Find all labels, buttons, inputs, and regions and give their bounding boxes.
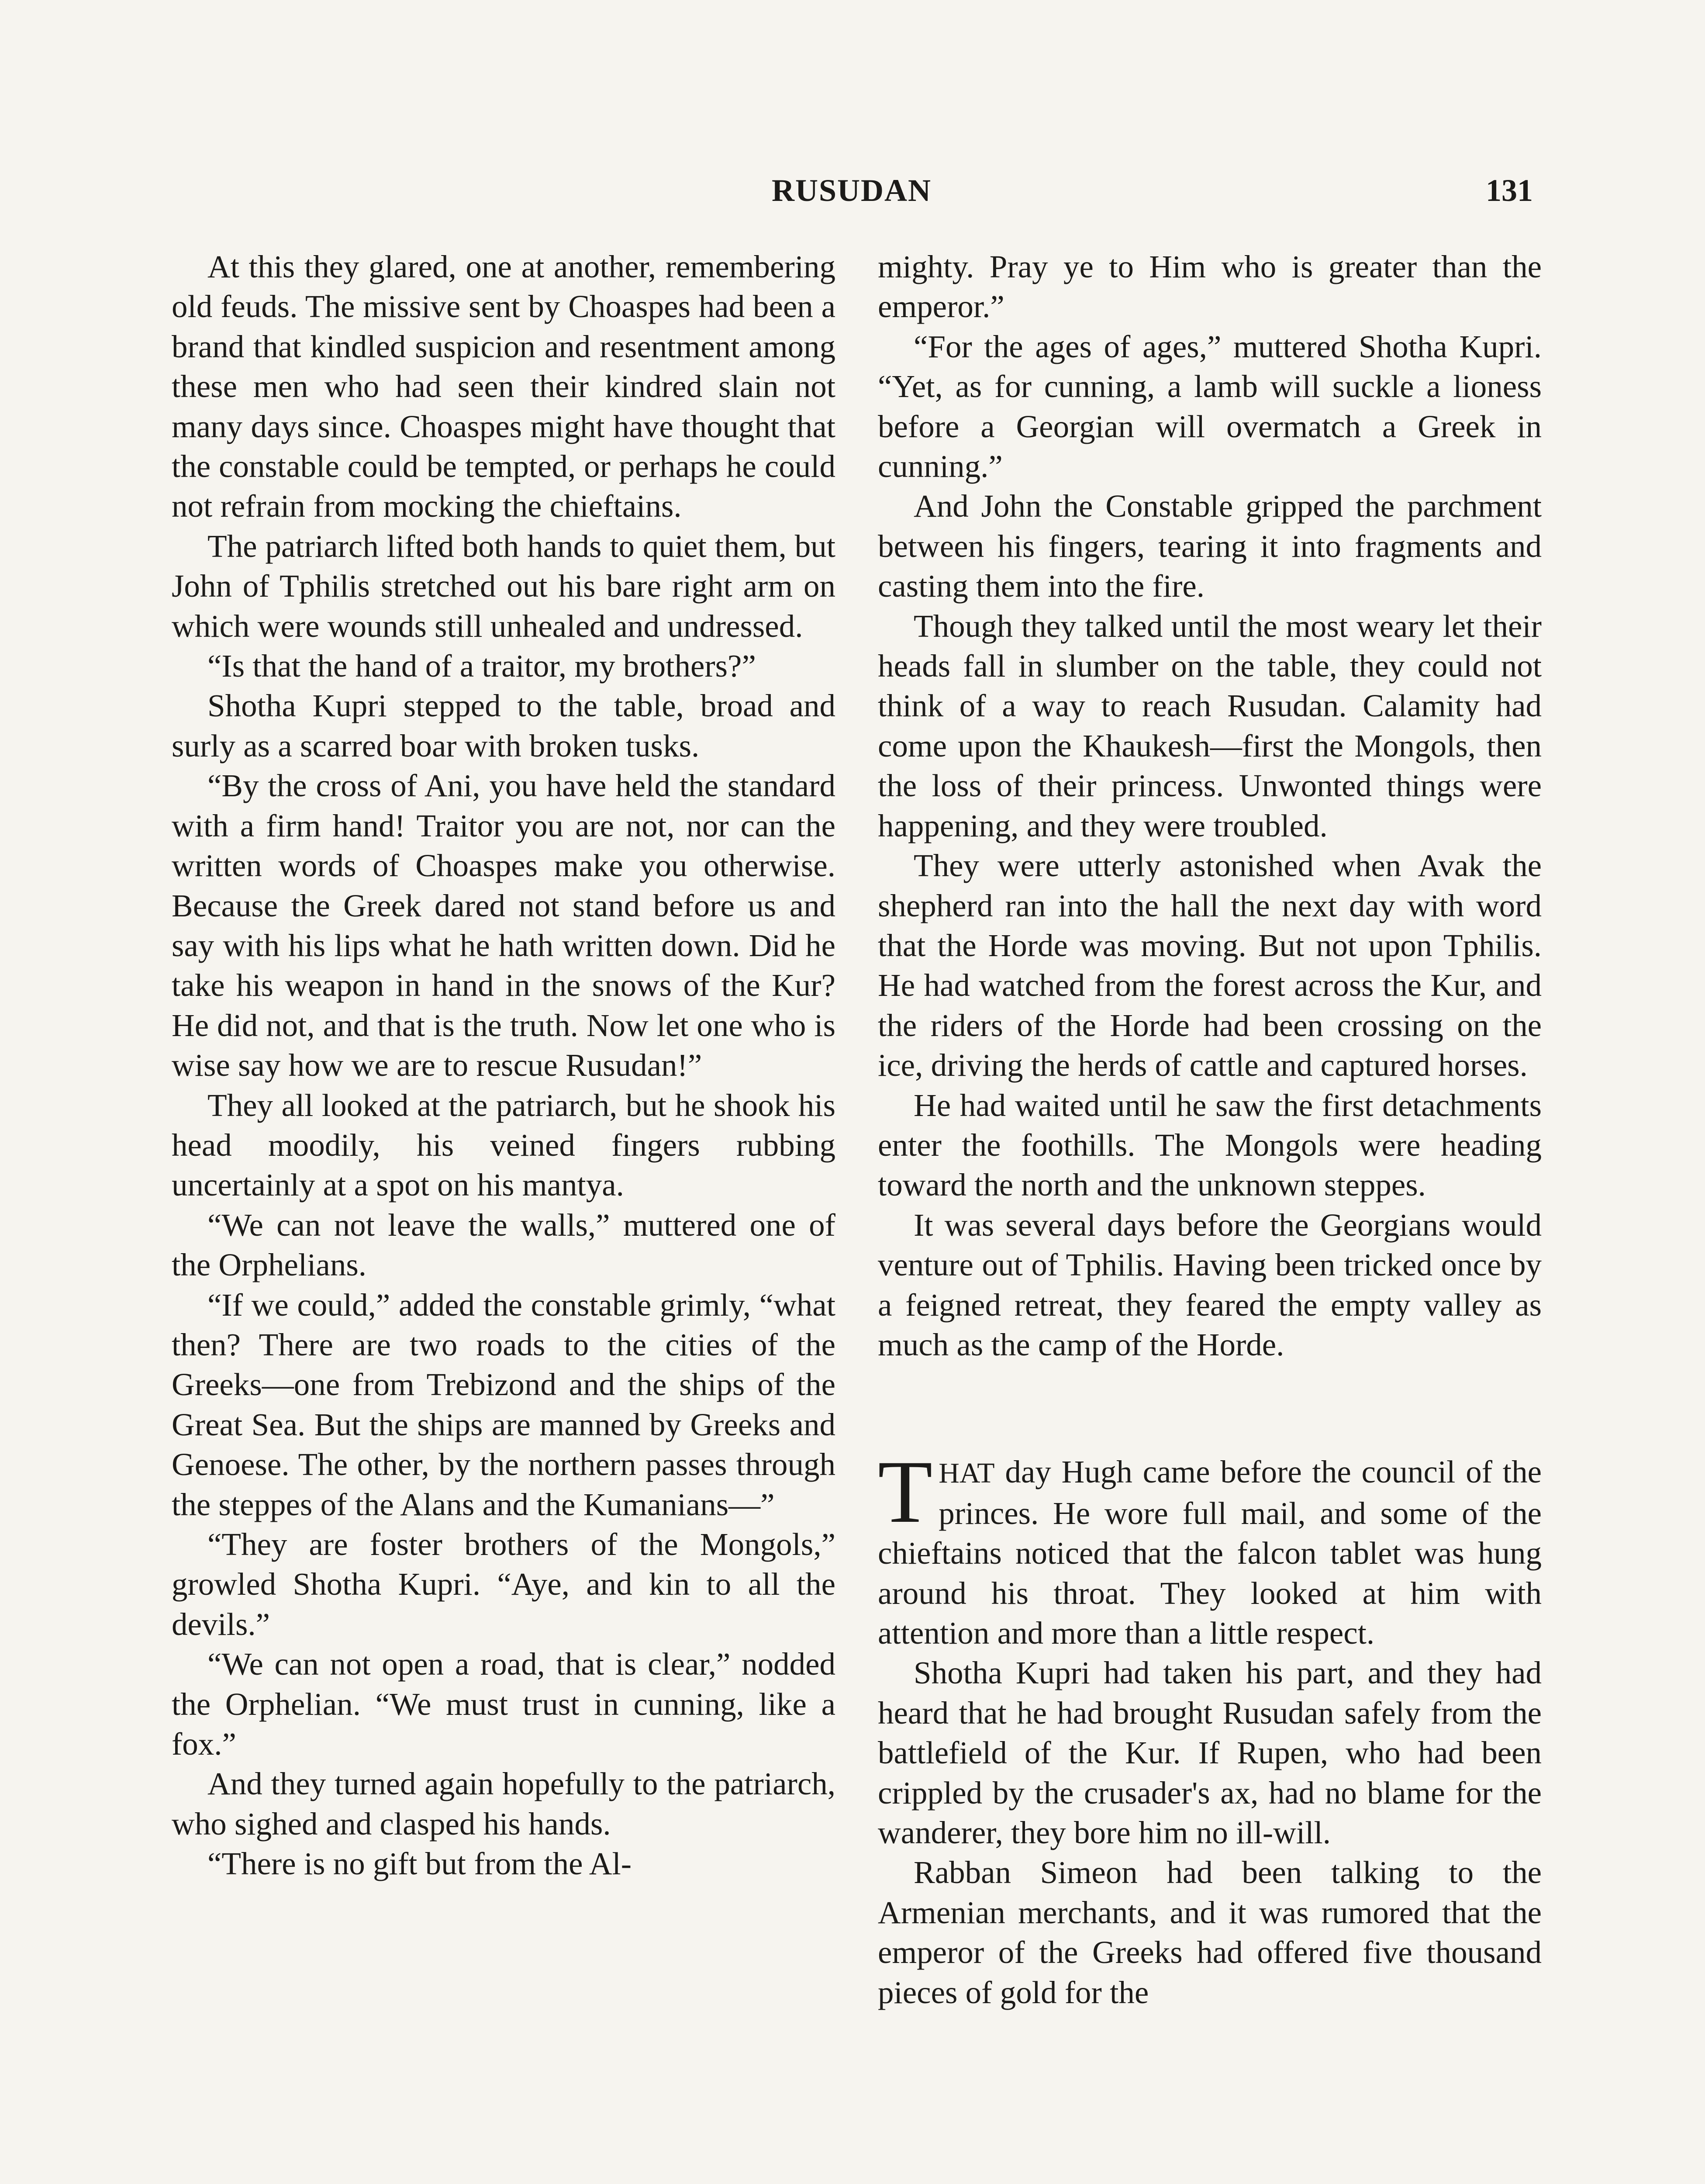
paragraph: Rabban Simeon had been talking to the Armenian merchants, and it was rumored that the emperor of the Greeks had offered five thousand pieces of gold for the — [878, 1855, 1542, 2010]
paragraph: Shotha Kupri stepped to the table, broad and surly as a scarred boar with broken tusks. — [172, 688, 835, 764]
small-caps-lead: HAT — [939, 1457, 995, 1489]
paragraph: “We can not open a road, that is clear,” nodded the Orphelian. “We must trust in cunning, like a fox.” — [172, 1646, 835, 1762]
section-opening-paragraph — [878, 1442, 1542, 1653]
paragraph: The patriarch lifted both hands to quiet them, but John of Tphilis stretched out his bare right arm on which were wounds still unhealed and undressed. — [172, 528, 835, 644]
paragraph: And they turned again hopefully to the patriarch, who sighed and clasped his hands. — [172, 1766, 835, 1842]
paragraph: “They are foster brothers of the Mongols,” growled Shotha Kupri. “Aye, and kin to all the devils.” — [172, 1527, 835, 1642]
paragraph: “If we could,” added the constable grimly, “what then? There are two roads to the cities of the Greeks—one from Trebizond and the ships of the Great Sea. But the ships are manned by Greeks and Genoese. The other, by the northern passes through the steppes of the Alans and the Kumanians—” — [172, 1287, 835, 1522]
paragraph: And John the Constable gripped the parchment between his fingers, tearing it into fragments and casting them into the fire. — [878, 488, 1542, 604]
running-title: RUSUDAN — [771, 173, 932, 208]
left-column — [172, 247, 835, 1884]
paragraph: Though they talked until the most weary let their heads fall in slumber on the table, they could not think of a way to reach Rusudan. Calamity had come upon the Khaukesh—first the Mongols, then the loss of their princess. Unwonted things were happening, and they were troubled. — [878, 608, 1542, 843]
paragraph: He had waited until he saw the first detachments enter the foothills. The Mongols were heading toward the north and the unknown steppes. — [878, 1087, 1542, 1203]
paragraph: Shotha Kupri had taken his part, and they had heard that he had brought Rusudan safely from the battlefield of the Kur. If Rupen, who had been crippled by the crusader's ax, had no blame for the wanderer, they bore him no ill-will. — [878, 1655, 1542, 1851]
right-column — [878, 247, 1542, 2012]
paragraph: They were utterly astonished when Avak the shepherd ran into the hall the next day with word that the Horde was moving. But not upon Tphilis. He had watched from the forest across the Kur, and the riders of the Horde had been crossing on the ice, driving the herds of cattle and captured horses. — [878, 848, 1542, 1083]
drop-cap: T — [878, 1442, 933, 1542]
paragraph: “For the ages of ages,” muttered Shotha Kupri. “Yet, as for cunning, a lamb will suckle a lioness before a Georgian will overmatch a Greek in cunning.” — [878, 328, 1542, 484]
paragraph: At this they glared, one at another, remembering old feuds. The missive sent by Choaspes had been a brand that kindled suspicion and resentment among these men who had seen their kindred slain not many days since. Choaspes might have thought that the constable could be tempted, or perhaps he could not refrain from mocking the chieftains. — [172, 249, 835, 524]
paragraph: They all looked at the patriarch, but he shook his head moodily, his veined fingers rubbing uncertainly at a spot on his mantya. — [172, 1087, 835, 1203]
paragraph: “Is that the hand of a traitor, my brothers?” — [207, 648, 756, 684]
paragraph: “We can not leave the walls,” muttered one of the Orphelians. — [172, 1207, 835, 1283]
section-opening-text: day Hugh came before the council of the princes. He wore full mail, and some of the chieftains noticed that the falcon tablet was hung around his throat. They looked at him with attention and more than a little respect. — [878, 1454, 1542, 1651]
paragraph: “There is no gift but from the Al- — [207, 1846, 632, 1882]
paragraph: “By the cross of Ani, you have held the standard with a firm hand! Traitor you are not, nor can the written words of Choaspes make you otherwise. Because the Greek dared not stand before us and say with his lips what he hath written down. Did he take his weapon in hand in the snows of the Kur? He did not, and that is the truth. Now let one who is wise say how we are to rescue Rusudan!” — [172, 768, 835, 1083]
paragraph: It was several days before the Georgians would venture out of Tphilis. Having been tricked once by a feigned retreat, they feared the empty valley as much as the camp of the Horde. — [878, 1207, 1542, 1362]
running-head — [170, 173, 1533, 216]
page-number: 131 — [1486, 173, 1533, 208]
continued-paragraph: mighty. Pray ye to Him who is greater than the emperor.” — [878, 249, 1542, 325]
